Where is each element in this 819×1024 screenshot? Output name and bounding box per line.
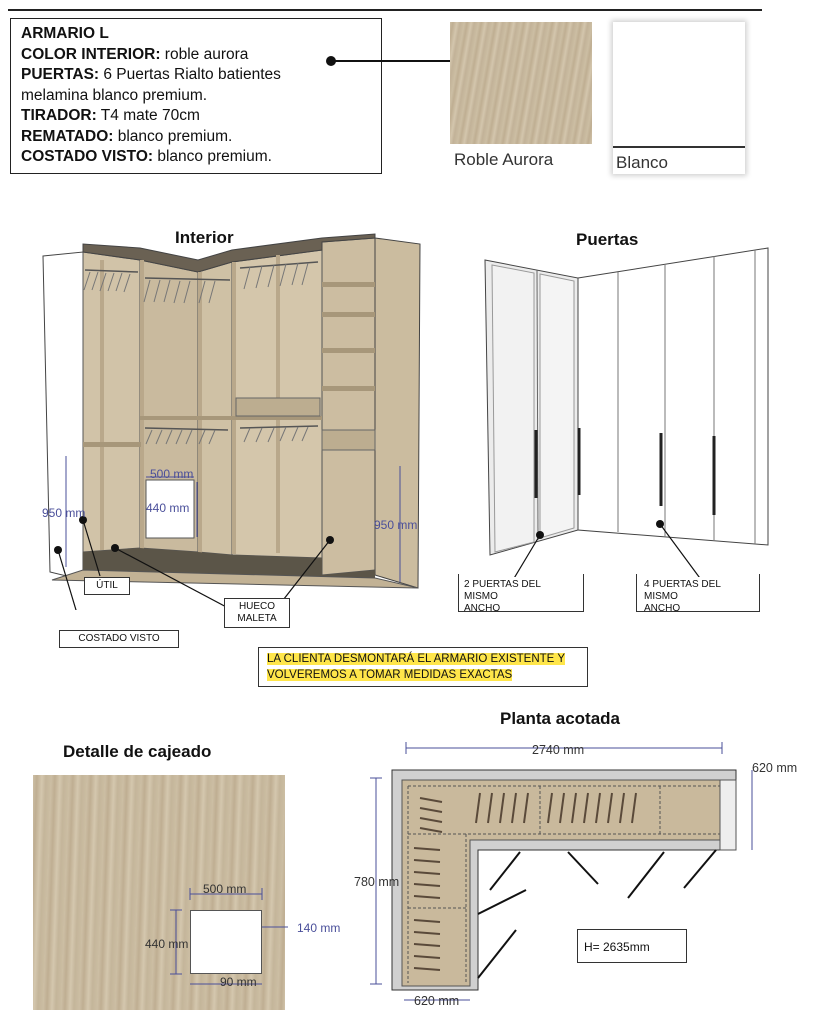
spec-line: melamina blanco premium.	[21, 86, 208, 104]
puertas-right-frame	[636, 574, 760, 612]
puertas-drawing	[470, 240, 790, 580]
planta-dim-780: 780 mm	[354, 875, 400, 889]
interior-dim-440: 440 mm	[146, 501, 190, 515]
spec-line: COLOR INTERIOR: roble aurora	[21, 45, 249, 63]
top-rule	[8, 9, 762, 11]
puertas-left-label: 2 PUERTAS DEL MISMO ANCHO	[458, 577, 582, 611]
hueco-maleta-label: HUECO MALETA	[224, 598, 290, 628]
cajeado-dim-500: 500 mm	[203, 882, 247, 896]
height-note: H= 2635mm	[577, 929, 687, 963]
planta-dim-620-right: 620 mm	[752, 761, 798, 775]
puertas-right-label: 4 PUERTAS DEL MISMO ANCHO	[638, 577, 758, 611]
leader-line	[335, 60, 451, 62]
cajeado-dim-140: 140 mm	[297, 921, 341, 935]
spec-title: ARMARIO L	[21, 25, 109, 42]
spec-line: PUERTAS: 6 Puertas Rialto batientes	[21, 66, 281, 83]
interior-heading: Interior	[175, 228, 234, 247]
planta-heading: Planta acotada	[500, 709, 620, 728]
spec-line: COSTADO VISTO: blanco premium.	[21, 148, 272, 165]
client-note	[258, 647, 588, 687]
puertas-left-frame	[458, 574, 584, 612]
spec-line: TIRADOR: T4 mate 70cm	[21, 107, 200, 124]
interior-dim-950-left: 950 mm	[42, 506, 86, 520]
white-swatch-rule	[613, 146, 745, 148]
interior-drawing	[0, 230, 430, 610]
planta-dim-2740: 2740 mm	[532, 743, 585, 757]
spec-line: REMATADO: blanco premium.	[21, 127, 233, 145]
puertas-heading: Puertas	[576, 230, 639, 249]
wood-swatch-label: Roble Aurora	[454, 150, 554, 169]
white-swatch	[613, 22, 745, 174]
interior-dim-950-right: 950 mm	[374, 518, 418, 532]
white-swatch-label: Blanco	[616, 153, 668, 172]
cajeado-dim-90: 90 mm	[220, 975, 257, 989]
planta-drawing	[340, 738, 810, 1018]
util-label: ÚTIL	[84, 577, 130, 595]
planta-dim-620-bottom: 620 mm	[414, 994, 460, 1008]
costado-visto-label: COSTADO VISTO	[59, 630, 179, 648]
spec-box	[10, 18, 382, 174]
note-line-2: VOLVEREMOS A TOMAR MEDIDAS EXACTAS	[267, 669, 513, 681]
cajeado-dim-440: 440 mm	[145, 937, 189, 951]
interior-dim-500: 500 mm	[150, 467, 194, 481]
cajeado-heading: Detalle de cajeado	[63, 742, 212, 761]
note-line-1: LA CLIENTA DESMONTARÁ EL ARMARIO EXISTENTE Y	[267, 653, 566, 665]
wood-swatch	[450, 22, 592, 144]
